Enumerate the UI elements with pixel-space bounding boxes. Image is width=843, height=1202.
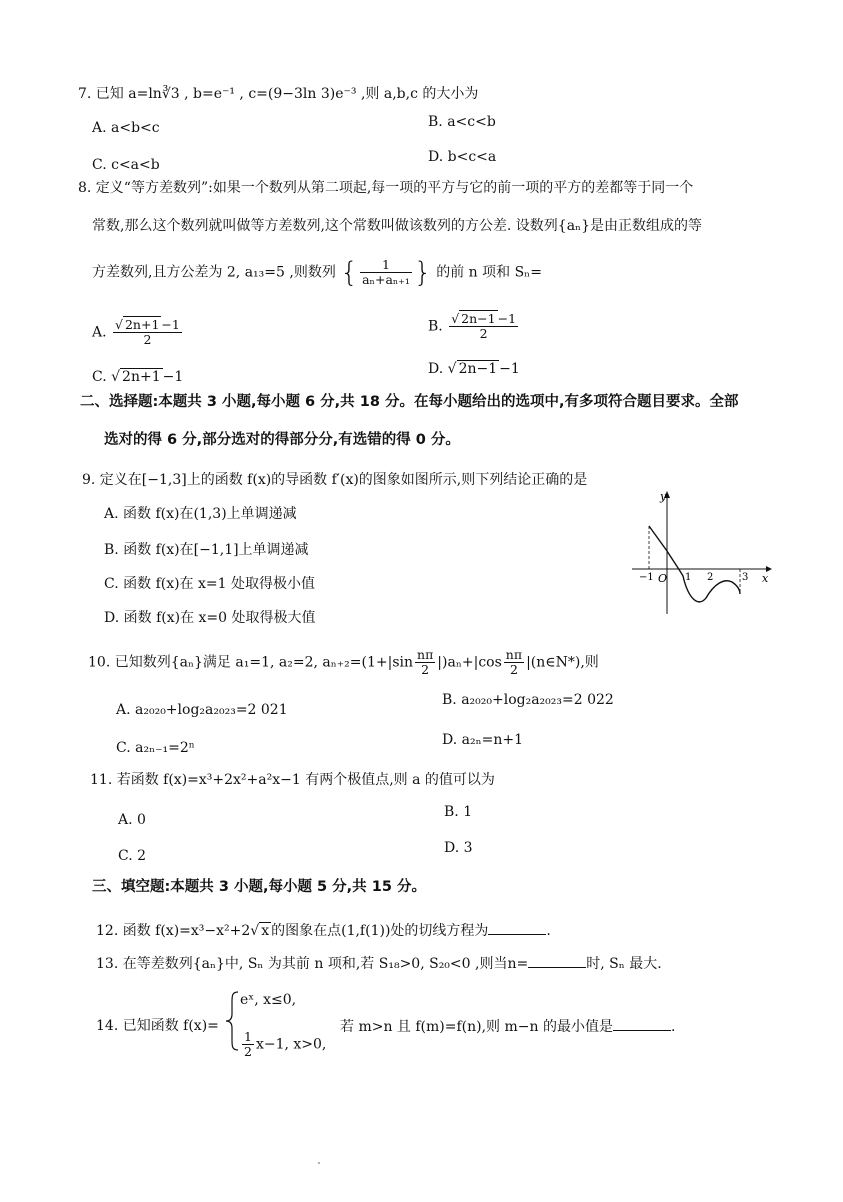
q11-option-d: D. 3 [444,840,473,856]
q9-option-a: A. 函数 f(x)在(1,3)上单调递减 [104,506,297,522]
q8-option-c: C. √ 2n+1 −1 [92,369,184,385]
q8-option-a: A. $\frac{√ 2n+1 -1}{2}$ [92,317,180,347]
q14-answer-blank[interactable] [613,1016,671,1031]
q14-piecewise-brace [222,990,242,1052]
q14-case1: eˣ, x≤0, [240,992,297,1008]
q7-option-d: D. b<c<a [428,149,497,165]
section2-line1: 二、选择题:本题共 3 小题,每小题 6 分,共 18 分。在每小题给出的选项中,有多项符合题目要求。全部 [80,394,739,410]
q9-stem: 9. 定义在[−1,3]上的函数 f(x)的导函数 f′(x)的图象如图所示,则下列结论正确的是 [82,472,588,488]
q14-condition: 若 m>n 且 f(m)=f(n),则 m−n 的最小值是 . [340,1016,675,1037]
y-label: y [660,490,667,503]
q11-stem: 11. 若函数 f(x)=x³+2x²+a²x−1 有两个极值点,则 a 的值可以为 [90,772,495,788]
q9-option-c: C. 函数 f(x)在 x=1 处取得极小值 [104,576,315,592]
q7-option-c: C. c<a<b [92,157,160,173]
q7-option-b: B. a<c<b [428,114,496,130]
q12: 12. 函数 f(x)=x³−x²+2√ x 的图象在点(1,f(1))处的切线方程为 . [96,920,551,941]
tick-label-minus1: −1 [639,572,654,583]
tick-label-1: 1 [685,572,692,583]
origin-label: O [658,572,668,585]
q8-option-d: D. √ 2n−1 −1 [428,361,520,377]
q9-option-b: B. 函数 f(x)在[−1,1]上单调递减 [104,542,309,558]
q8-fraction: $\frac{1}{\text{aₙ+aₙ₊₁}}$ [362,257,410,287]
q10-stem: 10. 已知数列{aₙ}满足 a₁=1, a₂=2, aₙ₊₂=(1+|sin $\frac{n\pi}{2}$ |)aₙ+|cos $\frac{n\pi}{2}$ |(n∈N*),则 [88,647,599,677]
x-label: x [762,572,769,585]
q11-option-b: B. 1 [444,804,473,820]
q7-option-a: A. a<b<c [92,120,160,136]
q14-label: 14. 已知函数 f(x)= [96,1018,219,1034]
section2-line2: 选对的得 6 分,部分选对的得部分分,有选错的得 0 分。 [104,432,460,448]
q14-case2: $\frac{1}{2}$ x−1, x>0, [244,1029,327,1059]
tick-label-3: 3 [742,572,749,583]
q11-option-c: C. 2 [118,848,147,864]
q10-option-d: D. a₂ₙ=n+1 [442,732,524,748]
tick-label-2: 2 [707,572,714,583]
derivative-curve [649,526,740,602]
q13-answer-blank[interactable] [528,953,586,968]
q12-answer-blank[interactable] [488,920,546,935]
derivative-graph [612,486,772,616]
scan-speck [318,1162,320,1164]
q8-line2: 常数,那么这个数列就叫做等方差数列,这个常数叫做该数列的方公差. 设数列{aₙ}是由正数组成的等 [92,218,703,234]
q8-line1: 8. 定义“等方差数列”:如果一个数列从第二项起,每一项的平方与它的前一项的平方的差都等于同一个 [78,180,694,196]
q10-option-a: A. a₂₀₂₀+log₂a₂₀₂₃=2 021 [116,702,288,718]
section3-heading: 三、填空题:本题共 3 小题,每小题 5 分,共 15 分。 [92,879,426,895]
q8-line3: 方差数列,且方公差为 2, a₁₃=5 ,则数列 { $\frac{1}{\text{aₙ+aₙ₊₁}}$ } 的前 n 项和 Sₙ= [92,255,542,289]
q7-stem: 7. 已知 a=ln∛3 , b=e⁻¹ , c=(9−3ln 3)e⁻³ ,则 a,b,c 的大小为 [78,86,479,102]
q10-option-b: B. a₂₀₂₀+log₂a₂₀₂₃=2 022 [442,692,614,708]
q13: 13. 在等差数列{aₙ}中, Sₙ 为其前 n 项和,若 S₁₈>0, S₂₀<0 ,则当n= 时, Sₙ 最大. [96,953,662,974]
q11-option-a: A. 0 [118,812,146,828]
q8-option-b: B. $\frac{√ 2n-1 -1}{2}$ [428,311,517,341]
q10-option-c: C. a₂ₙ₋₁=2ⁿ [116,740,195,756]
q9-option-d: D. 函数 f(x)在 x=0 处取得极大值 [104,610,316,626]
